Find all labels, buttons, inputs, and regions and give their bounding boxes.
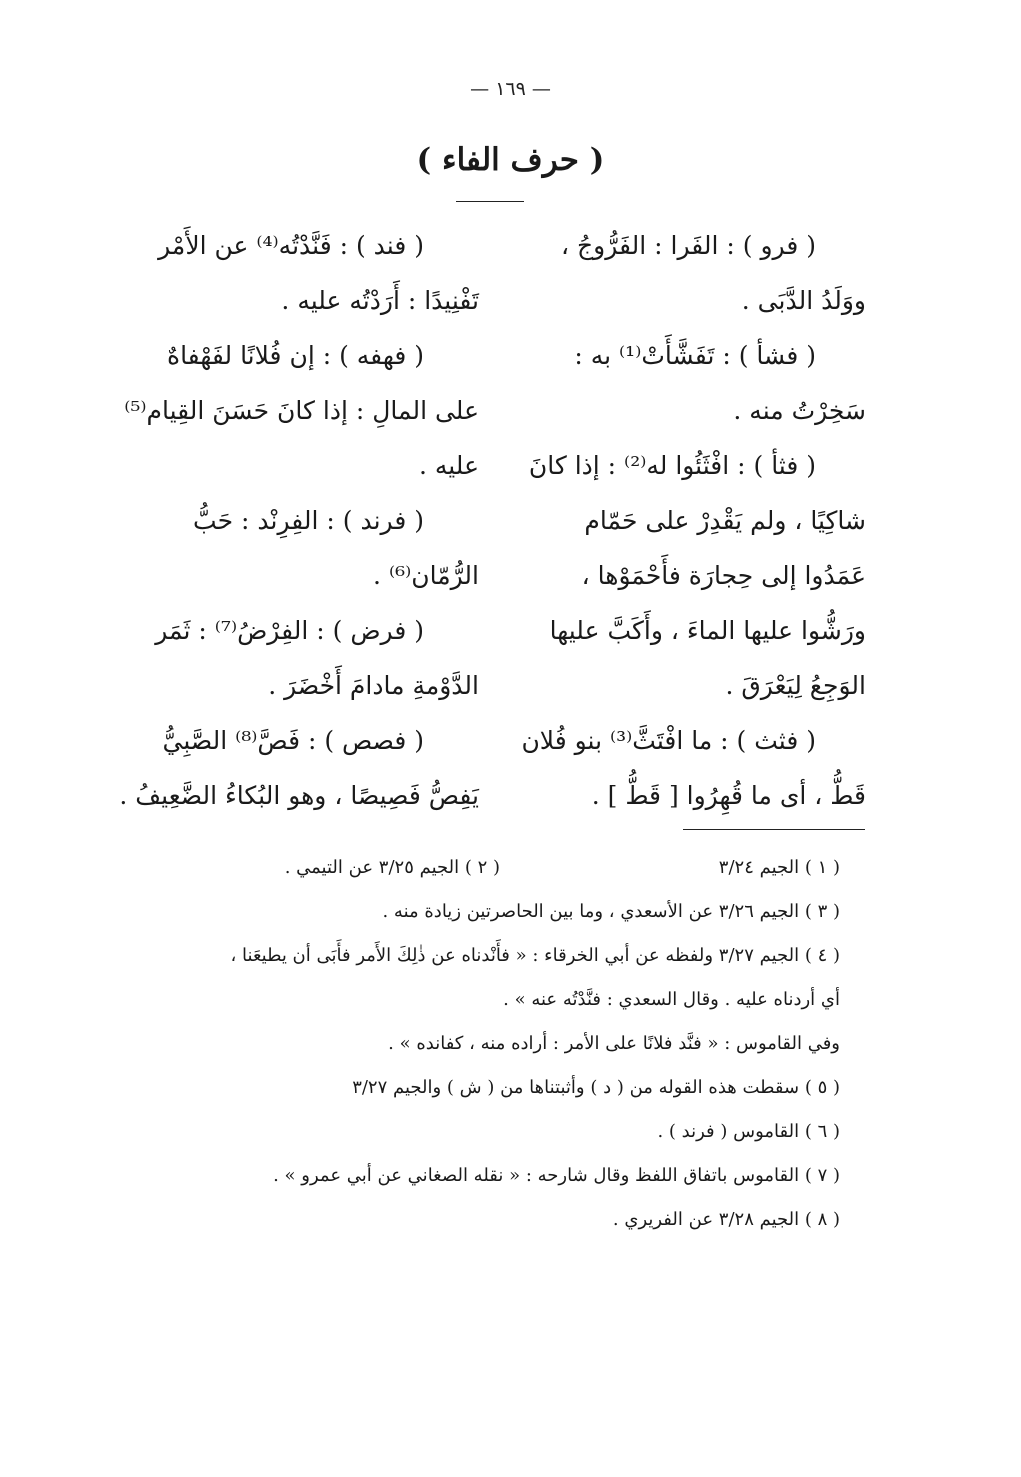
entry-line: شاكِيًا ، ولم يَقْدِرْ على حَمّام — [584, 506, 866, 535]
page-number: — ١٦٩ — — [470, 78, 551, 100]
entry-line: ( فشأ ) : تَفَشَّأَتْ⁽¹⁾ به : — [574, 341, 816, 370]
entry-line: ووَلَدُ الدَّبَى . — [741, 286, 866, 315]
footnote: ( ٣ ) الجيم ٣/٢٦ عن الأسعدي ، وما بين الحاصرتين زيادة منه . — [382, 901, 840, 922]
entry-line: عَمَدُوا إلى حِجارَة فأَحْمَوْها ، — [581, 561, 866, 590]
entry-line: قَطُّ ، أى ما قُهِرُوا [ قَطُّ ] . — [591, 781, 866, 810]
entry-line: ( فثث ) : ما افْتَثَّ⁽³⁾ بنو فُلان — [521, 726, 816, 755]
entry-line: ( فرند ) : الفِرِنْد : حَبُّ — [193, 506, 424, 535]
entry-line: ( فثأ ) : افْثَئُوا له⁽²⁾ : إذا كانَ — [528, 451, 816, 480]
footnote: ( ٢ ) الجيم ٣/٢٥ عن التيمي . — [284, 857, 500, 878]
footnote-continuation: وفي القاموس : « فنَّد فلانًا على الأمر : أراده منه ، كفانده » . — [388, 1033, 840, 1054]
entry-line: على المالِ : إذا كانَ حَسَنَ القِيام⁽⁵⁾ — [124, 396, 479, 425]
footnote: ( ١ ) الجيم ٣/٢٤ — [718, 857, 840, 878]
footnote: ( ٦ ) القاموس ( فرند ) . — [657, 1121, 840, 1142]
footnote: ( ٨ ) الجيم ٣/٢٨ عن الفريري . — [612, 1209, 840, 1230]
title-divider — [456, 201, 524, 202]
footnote-row — [113, 846, 840, 890]
entry-line: تَفْنِيدًا : أَرَدْتُه عليه . — [281, 286, 479, 315]
footnotes — [113, 846, 840, 1242]
right-column — [500, 218, 866, 823]
section-title: ( حرف الفاء ) — [416, 142, 605, 178]
footnote: ( ٥ ) سقطت هذه القوله من ( د ) وأثبتناها من ( ش ) والجيم ٣/٢٧ — [352, 1077, 840, 1098]
footnote-continuation: أي أردناه عليه . وقال السعدي : فنَّدْتُه عنه » . — [503, 989, 840, 1010]
entry-line: عليه . — [418, 451, 479, 480]
left-column — [113, 218, 479, 823]
entry-line: يَفِصُّ فَصِيصًا ، وهو البُكاءُ الضَّعِيفُ . — [119, 781, 479, 810]
entry-line: الدَّوْمةِ مادامَ أَخْضَرَ . — [268, 671, 479, 700]
entry-line: الرُّمّان⁽⁶⁾ . — [373, 561, 479, 590]
footnote-divider — [683, 829, 865, 830]
entry-line: ورَشُّوا عليها الماءَ ، وأَكَبَّ عليها — [549, 616, 866, 645]
entry-line: الوَجِعُ لِيَعْرَقَ . — [725, 671, 866, 700]
entry-line: سَخِرْتُ منه . — [733, 396, 866, 425]
footnote: ( ٧ ) القاموس باتفاق اللفظ وقال شارحه : « نقله الصغاني عن أبي عمرو » . — [273, 1165, 840, 1186]
entry-line: ( فهفه ) : إن فُلانًا لفَهْفاهٌ — [166, 341, 424, 370]
entry-line: ( فصص ) : فَصَّ⁽⁸⁾ الصَّبِيُّ — [162, 726, 424, 755]
entry-line: ( فند ) : فَنَّدْتُه⁽⁴⁾ عن الأَمْر — [158, 231, 424, 260]
footnote: ( ٤ ) الجيم ٣/٢٧ ولفظه عن أبي الخرقاء : « فأَنْدناه عن ذٰلِكَ الأَمر فأَبَى أن يطيعَنا ، — [230, 945, 840, 966]
entry-line: ( فرو ) : الفَرا : الفَرُّوجُ ، — [560, 231, 816, 260]
entry-line: ( فرض ) : الفِرْضُ⁽⁷⁾ : ثَمَر — [155, 616, 424, 645]
